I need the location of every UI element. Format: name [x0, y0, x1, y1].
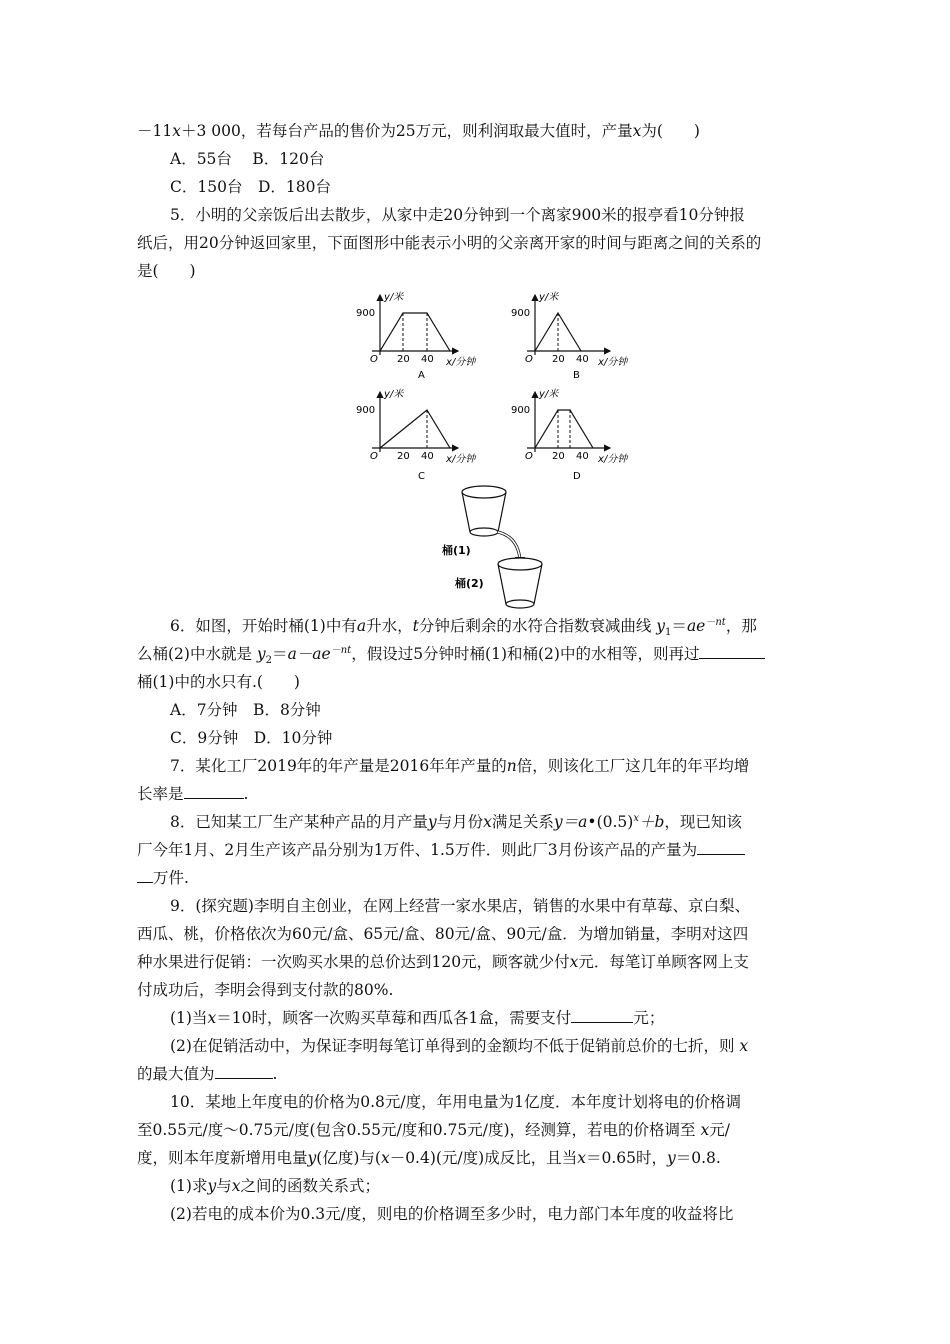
q9-blank-1[interactable]	[571, 1008, 633, 1023]
graph-d-x40: 40	[576, 451, 589, 462]
graph-d-ylabel: y/米	[539, 389, 559, 400]
q10-part-1: (1)求y与x之间的函数关系式；	[170, 1177, 381, 1195]
q4-line: －11x＋3 000，若每台产品的售价为25万元，则利润取最大值时，产量x为( )	[137, 122, 700, 140]
graph-b-xlabel: x/分钟	[598, 357, 628, 368]
q9-part-2-cont: 的最大值为 .	[137, 1065, 278, 1083]
graph-a	[356, 291, 477, 381]
q7-line-1: 7．某化工厂2019年的年产量是2016年年产量的n倍，则该化工厂这几年的年平均增	[170, 757, 750, 775]
graph-a-label: A	[418, 370, 425, 381]
q7-line-2: 长率是 .	[137, 785, 249, 803]
graph-d-origin: O	[525, 451, 533, 462]
q10-line-3: 度，则本年度新增用电量y(亿度)与(x－0.4)(元/度)成反比，且当x＝0.65时，y＝0.8.	[137, 1149, 721, 1167]
graph-c-origin: O	[370, 451, 378, 462]
q10-part-2: (2)若电的成本价为0.3元/度，则电的价格调至多少时，电力部门本年度的收益将比	[170, 1205, 734, 1223]
q9-line-1: 9．(探究题)李明自主创业，在网上经营一家水果店，销售的水果中有草莓、京白梨、	[170, 897, 750, 915]
graph-b	[511, 291, 629, 381]
graph-c-label: C	[418, 471, 425, 482]
graph-b-x40: 40	[576, 354, 589, 365]
q9-line-2: 西瓜、桃，价格依次为60元/盒、65元/盒、80元/盒、90元/盒．为增加销量，李明对这四	[137, 925, 749, 943]
graph-a-x40: 40	[421, 354, 434, 365]
q6-options-ab: A．7分钟 B．8分钟	[170, 701, 321, 719]
graph-c	[356, 388, 477, 482]
bucket-1	[462, 486, 506, 536]
graph-c-ytick: 900	[356, 405, 376, 416]
graph-c-ylabel: y/米	[384, 389, 404, 400]
q9-line-3: 种水果进行促销：一次购买水果的总价达到120元，顾客就少付x元．每笔订单顾客网上支	[137, 953, 749, 971]
q8-blank[interactable]	[697, 840, 745, 855]
q8-line-2: 厂今年1月、2月生产该产品分别为1万件、1.5万件．则此厂3月份该产品的产量为	[137, 839, 745, 861]
q9-line-4: 付成功后，李明会得到支付款的80%.	[137, 981, 394, 999]
graph-a-xlabel: x/分钟	[446, 357, 476, 368]
graph-b-x20: 20	[552, 354, 565, 365]
bucket-figure	[440, 482, 560, 612]
q5-line-2: 纸后，用20分钟返回家里，下面图形中能表示小明的父亲离开家的时间与距离之间的关系的	[137, 234, 762, 252]
q9-part-1: (1)当x＝10时，顾客一次购买草莓和西瓜各1盒，需要支付 元；	[170, 1009, 665, 1027]
graph-a-ytick: 900	[356, 308, 376, 319]
q6-blank[interactable]	[699, 644, 765, 659]
graph-b-label: B	[573, 370, 580, 381]
graph-d-x20: 20	[552, 451, 565, 462]
bucket-2	[498, 558, 542, 608]
q5-graphs-figure	[340, 285, 650, 485]
graph-b-origin: O	[525, 354, 533, 365]
bucket-1-label: 桶(1)	[442, 544, 471, 557]
q6-line-3: 桶(1)中的水只有.( )	[137, 673, 300, 691]
q7-blank[interactable]	[184, 784, 244, 799]
graph-a-x20: 20	[397, 354, 410, 365]
graph-d-label: D	[573, 471, 581, 482]
graph-b-ylabel: y/米	[539, 292, 559, 303]
graph-b-ytick: 900	[511, 308, 531, 319]
q4-options-cd: C．150台 D．180台	[170, 178, 331, 196]
bucket-2-label: 桶(2)	[455, 577, 484, 590]
graph-c-x40: 40	[421, 451, 434, 462]
q9-part-2: (2)在促销活动中，为保证李明每笔订单得到的金额均不低于促销前总价的七折，则 x	[170, 1037, 749, 1055]
graph-d	[511, 388, 629, 482]
q8-line-3: 万件.	[137, 867, 189, 889]
q8-line-1: 8．已知某工厂生产某种产品的月产量y与月份x满足关系$y=a•(0.5)^x+b$，现已知该	[170, 812, 742, 831]
graph-c-xlabel: x/分钟	[446, 454, 476, 465]
q9-blank-2[interactable]	[215, 1064, 273, 1079]
q6-line-2: 么桶(2)中水就是 $y_2=a-ae^{-nt}$，假设过5分钟时桶(1)和桶(2)中的水相等，则再过	[137, 643, 765, 665]
q4-options-ab: A．55台 B．120台	[170, 150, 325, 168]
q6-line-1: 6．如图，开始时桶(1)中有a升水，t分钟后剩余的水符合指数衰减曲线 $y_1=ae^{-nt}$，那	[170, 616, 757, 639]
q10-line-2: 至0.55元/度～0.75元/度(包含0.55元/度和0.75元/度)，经测算，若电的价格调至 x元/	[137, 1121, 730, 1139]
graph-c-x20: 20	[397, 451, 410, 462]
graph-a-origin: O	[370, 354, 378, 365]
q6-options-cd: C．9分钟 D．10分钟	[170, 729, 333, 747]
q5-line-1: 5．小明的父亲饭后出去散步，从家中走20分钟到一个离家900米的报亭看10分钟报	[170, 206, 745, 224]
q10-line-1: 10．某地上年度电的价格为0.8元/度，年用电量为1亿度．本年度计划将电的价格调	[170, 1093, 741, 1111]
graph-a-ylabel: y/米	[384, 292, 404, 303]
q5-line-3: 是( )	[137, 262, 196, 280]
graph-d-ytick: 900	[511, 405, 531, 416]
graph-d-xlabel: x/分钟	[598, 454, 628, 465]
